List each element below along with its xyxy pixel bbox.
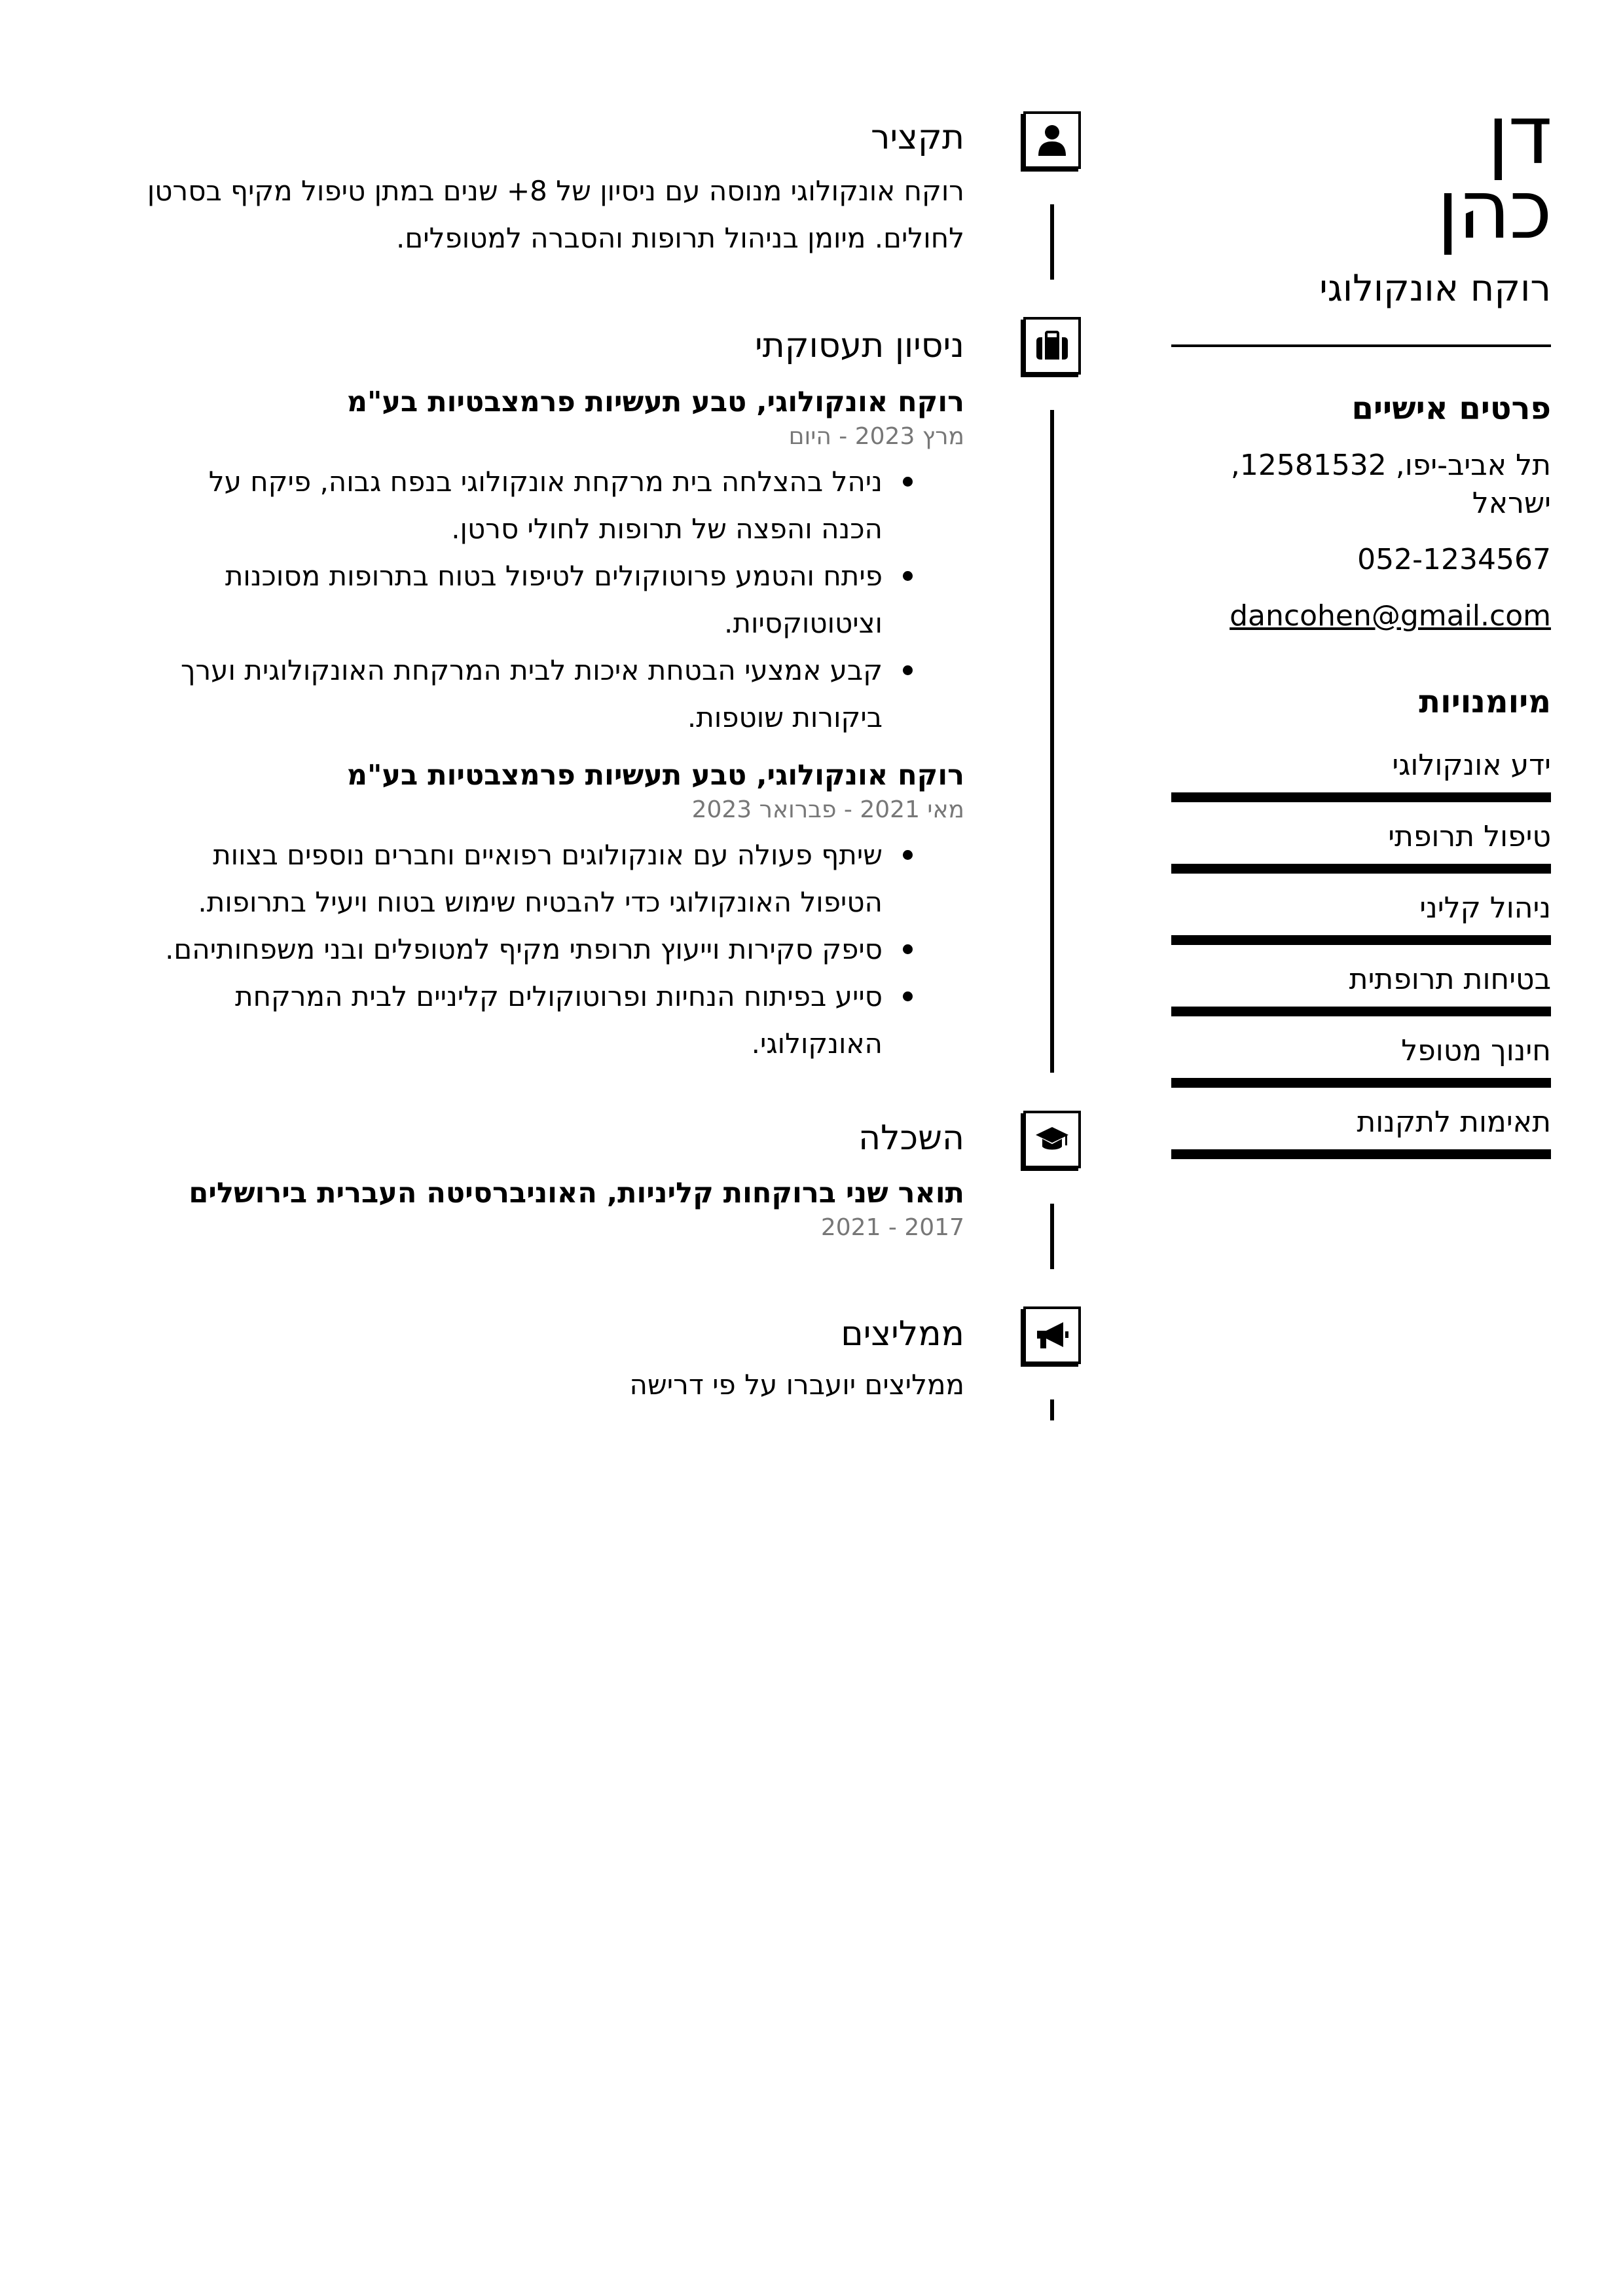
- skill-level-bar: [1171, 935, 1551, 945]
- references-heading: ממליצים: [841, 1314, 964, 1354]
- personal-details-heading: פרטים אישיים: [1351, 390, 1551, 427]
- divider: [1171, 344, 1551, 347]
- job-dates: מרץ 2023 - היום: [788, 423, 964, 450]
- skill-level-bar: [1171, 864, 1551, 874]
- job-entry: [139, 382, 964, 741]
- skills-heading: מיומנויות: [1419, 684, 1551, 720]
- first-name: דן: [1487, 88, 1551, 183]
- job-position: רוקח אונקולוגי, טבע תעשיות פרמצבטיות בע"מ: [346, 759, 964, 792]
- skill-label: חינוך מטופל: [1401, 1034, 1551, 1067]
- job-dates: מאי 2021 - פברואר 2023: [691, 796, 964, 823]
- summary-section: [139, 117, 964, 262]
- timeline-line: [1050, 1399, 1054, 1420]
- timeline-line: [1050, 204, 1054, 280]
- skill-level-bar: [1171, 1007, 1551, 1016]
- skill-level-bar: [1171, 1078, 1551, 1088]
- list-item: ניהל בהצלחה בית מרקחת אונקולוגי בנפח גבוה, פיקח על הכנה והפצה של תרופות לחולי סרטן.: [139, 458, 883, 553]
- skills-list: [1171, 747, 1551, 1159]
- list-item: סייע בפיתוח הנחיות ופרוטוקולים קליניים לבית המרקחת האונקולוגי.: [139, 973, 883, 1067]
- skill-item: [1171, 1103, 1551, 1159]
- job-bullets: [139, 458, 964, 741]
- briefcase-icon: [1023, 317, 1081, 375]
- references-section: [139, 1313, 964, 1409]
- last-name: כהן: [1436, 163, 1551, 257]
- list-item: פיתח והטמע פרוטוקולים לטיפול בטוח בתרופות מסוכנות וציטוטוקסיות.: [139, 553, 883, 647]
- sidebar: [1171, 88, 1551, 1175]
- timeline-line: [1050, 1204, 1054, 1269]
- skill-label: בטיחות תרופתית: [1349, 963, 1551, 996]
- skill-label: טיפול תרופתי: [1388, 820, 1551, 853]
- job-title: רוקח אונקולוגי: [1319, 267, 1551, 310]
- list-item: קבע אמצעי הבטחת איכות לבית המרקחת האונקולוגית וערך ביקורות שוטפות.: [139, 647, 883, 741]
- education-section: [139, 1117, 964, 1243]
- skill-item: [1171, 961, 1551, 1016]
- timeline-line: [1050, 410, 1054, 1073]
- skill-item: [1171, 1032, 1551, 1088]
- skill-label: ידע אונקולוגי: [1392, 749, 1551, 782]
- job-entry: [139, 756, 964, 1067]
- job-bullets: [139, 832, 964, 1067]
- education-heading: השכלה: [858, 1119, 964, 1158]
- email-link[interactable]: [1171, 597, 1551, 635]
- list-item: שיתף פעולה עם אונקולוגים רפואיים וחברים נוספים בצוות הטיפול האונקולוגי כדי להבטיח שימוש בטוח ויעיל בתרופות.: [139, 832, 883, 926]
- phone: 052-1234567: [1357, 543, 1551, 576]
- graduation-cap-icon: [1023, 1111, 1081, 1168]
- skill-label: ניהול קליני: [1419, 891, 1551, 925]
- skill-level-bar: [1171, 1149, 1551, 1159]
- summary-heading: תקציר: [871, 118, 964, 157]
- skill-level-bar: [1171, 792, 1551, 802]
- email-text[interactable]: dancohen@gmail.com: [1230, 599, 1551, 633]
- list-item: סיפק סקירות וייעוץ תרופתי מקיף למטופלים ובני משפחותיהם.: [139, 926, 883, 973]
- education-dates: 2017 - 2021: [820, 1214, 964, 1241]
- skill-label: תאימות לתקנות: [1357, 1105, 1551, 1139]
- megaphone-icon: [1023, 1306, 1081, 1364]
- experience-heading: ניסיון תעסוקתי: [754, 326, 964, 365]
- skill-item: [1171, 818, 1551, 874]
- skill-item: [1171, 747, 1551, 802]
- skill-item: [1171, 889, 1551, 945]
- job-position: רוקח אונקולוגי, טבע תעשיות פרמצבטיות בע"מ: [346, 386, 964, 418]
- contact-details: [1171, 447, 1551, 635]
- references-text: ממליצים יועברו על פי דרישה: [629, 1369, 964, 1401]
- address: תל אביב-יפו, 12581532, ישראל: [1230, 449, 1551, 520]
- summary-text: רוקח אונקולוגי מנוסה עם ניסיון של 8+ שנים במתן טיפול מקיף בסרטן לחולים. מיומן בניהול תרופות והסברה למטופלים.: [147, 175, 964, 254]
- experience-section: [139, 325, 964, 1067]
- degree: תואר שני ברוקחות קליניות, האוניברסיטה העברית בירושלים: [189, 1177, 964, 1210]
- user-icon: [1023, 111, 1081, 169]
